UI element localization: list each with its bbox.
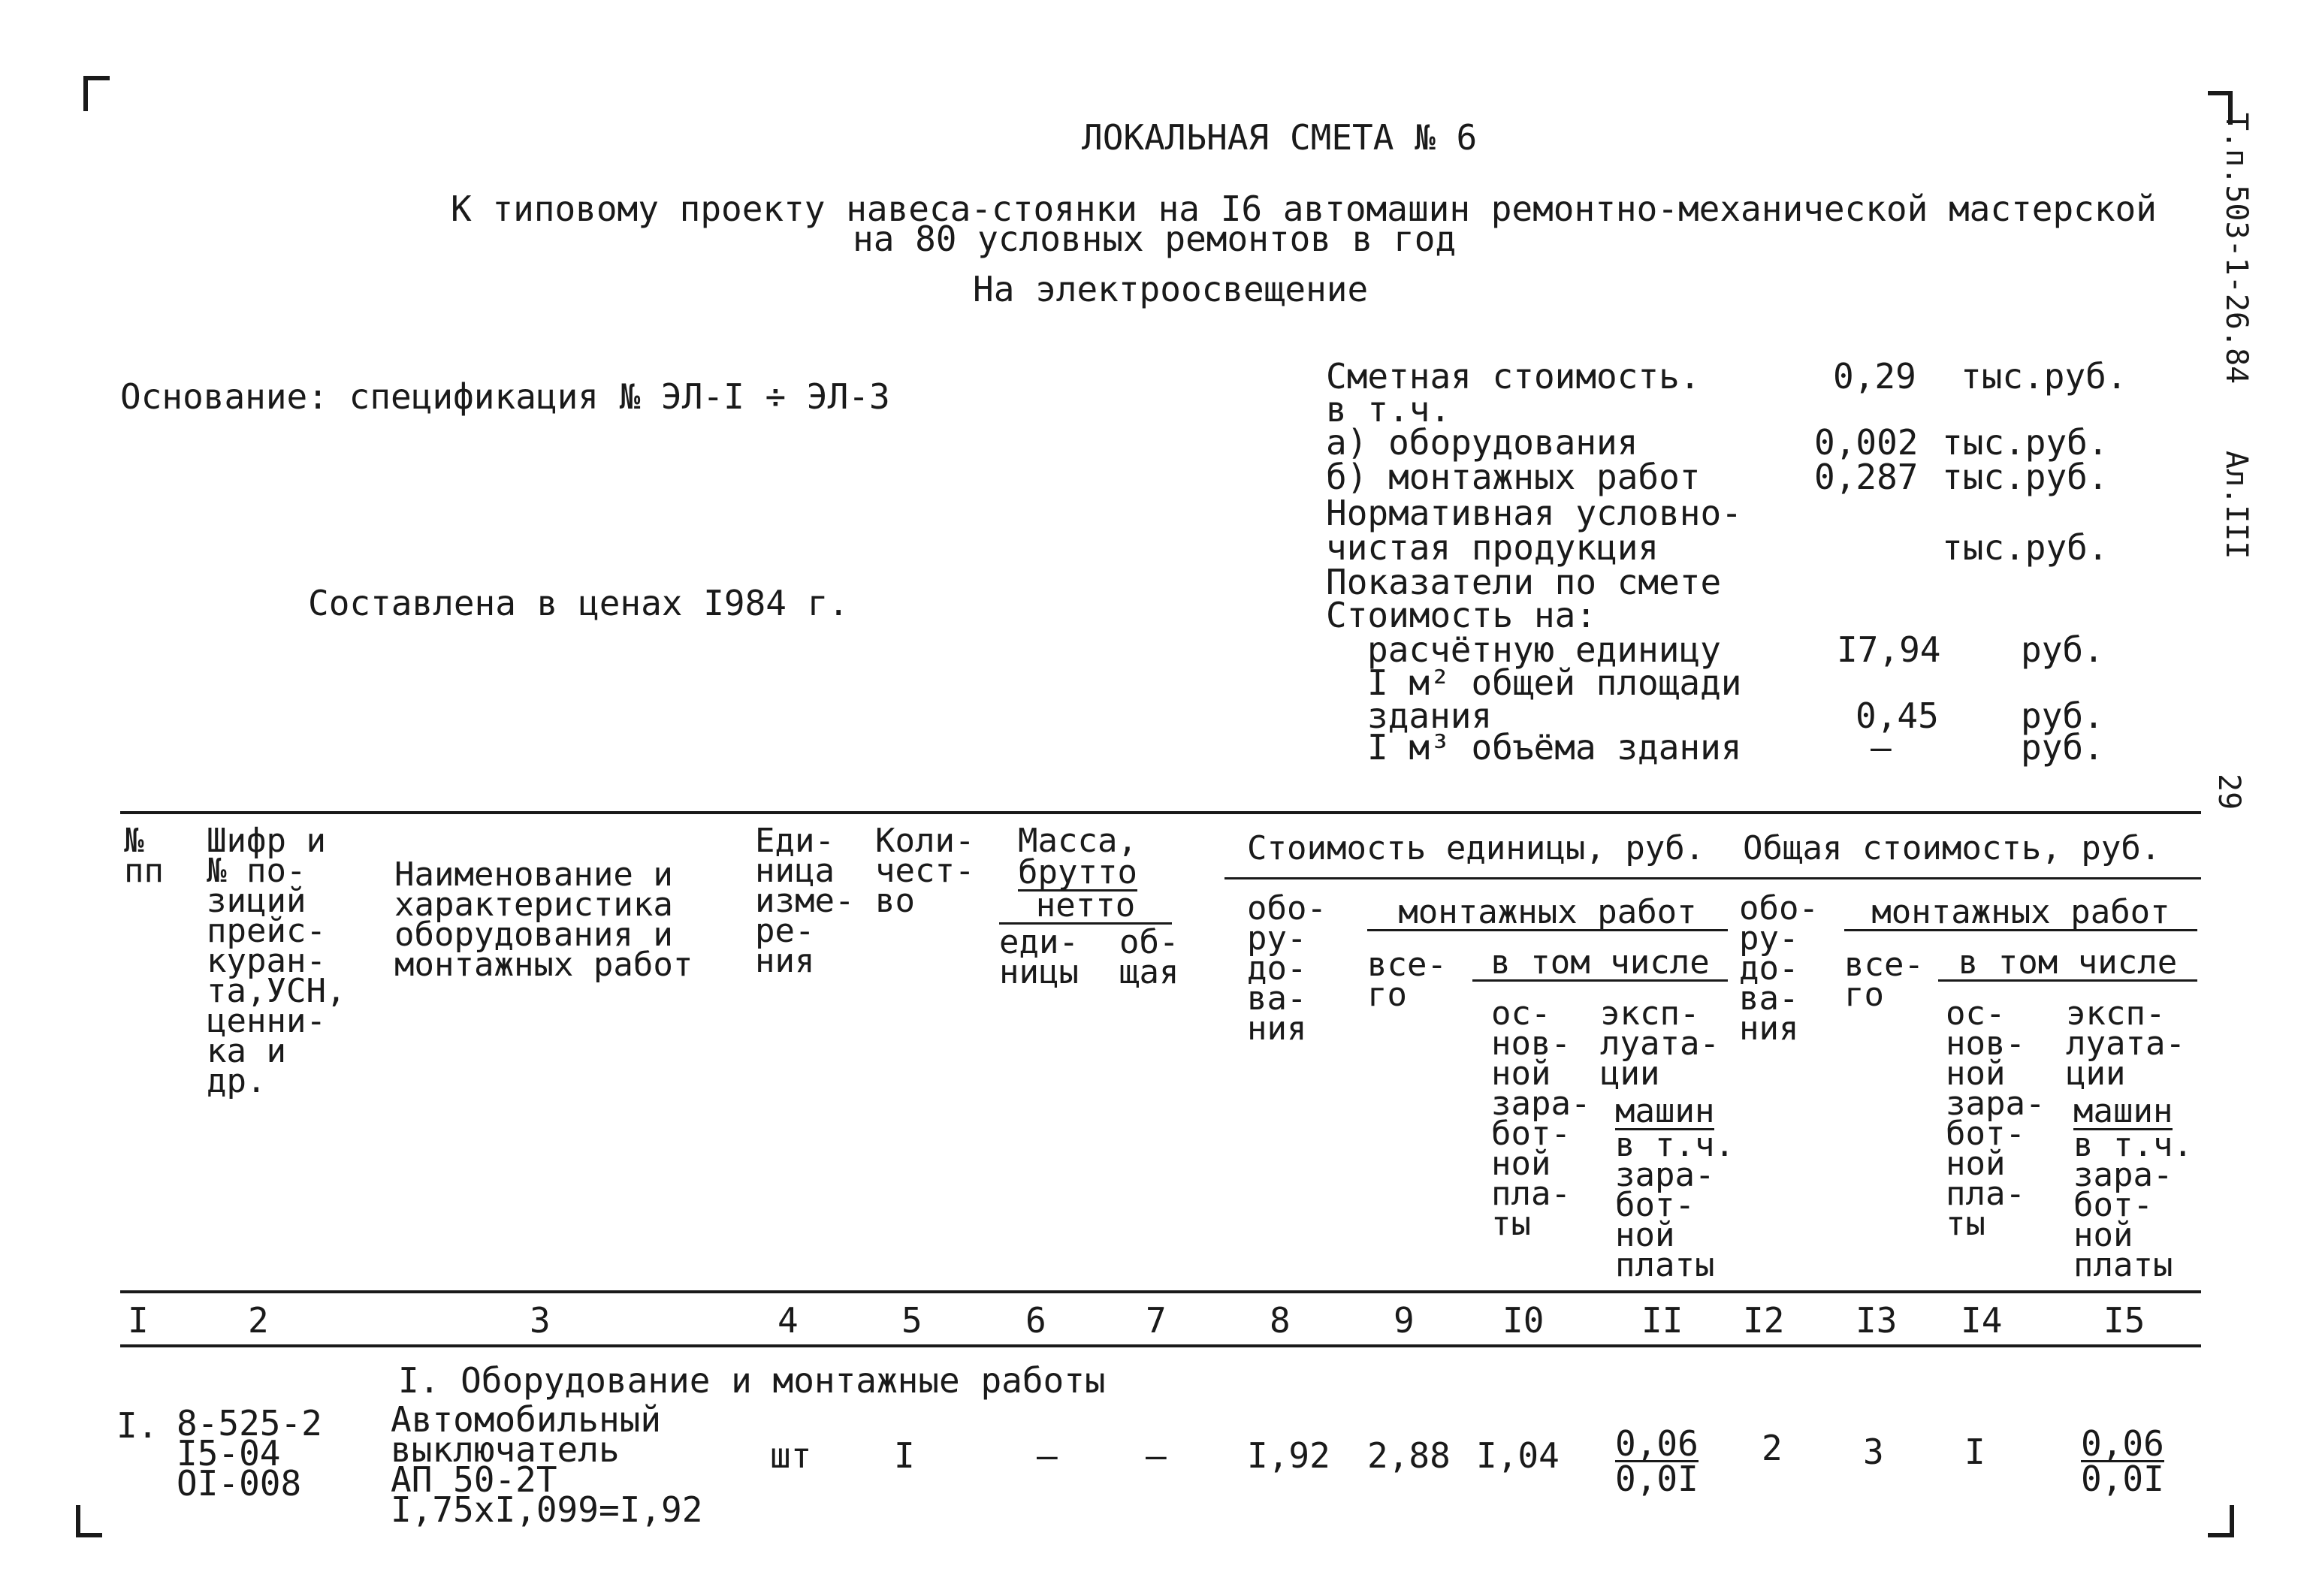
row-code: 8-525-2 I5-04 OI-008 [177, 1403, 322, 1504]
header-mass-netto: нетто [999, 891, 1172, 925]
section-heading: I. Оборудование и монтажные работы [398, 1360, 1106, 1401]
row-num: I. [116, 1405, 159, 1446]
row-qty: I [894, 1435, 915, 1476]
area-unit: руб. [2021, 695, 2104, 736]
header-mount-total: монтажных работ [1844, 898, 2197, 931]
area-label-line2: здания [1367, 695, 1493, 736]
col-number-10: I0 [1502, 1300, 1545, 1341]
row-equip-unit-cost: I,92 [1247, 1435, 1330, 1476]
col-number-8: 8 [1270, 1300, 1291, 1341]
header-code: Шифр и № по- зиций прейс- куран- та,УСН, ценни- ка и др. [207, 822, 346, 1100]
header-total-cost: Общая стоимость, руб. [1743, 829, 2161, 867]
header-mass: Масса, [1018, 822, 1137, 860]
mounting-unit: тыс.руб. [1942, 457, 2109, 497]
row-mass-unit: – [1037, 1435, 1058, 1476]
header-base-total: ос- нов- ной зара- бот- ной пла- ты [1946, 994, 2046, 1243]
row-exploit-total-top: 0,06 [2081, 1423, 2164, 1464]
equipment-unit: тыс.руб. [1942, 422, 2109, 463]
col-number-11: II [1641, 1300, 1683, 1341]
sheet-label: Ал.III [2219, 451, 2254, 560]
header-all-unit: все- го [1367, 946, 1447, 1014]
row-exploit-unit-top: 0,06 [1615, 1423, 1699, 1464]
calc-unit-label: расчётную единицу [1367, 629, 1721, 670]
row-mount-total-exploit [2081, 1423, 2164, 1499]
mounting-value: 0,287 [1814, 457, 1919, 497]
col-number-4: 4 [778, 1300, 799, 1341]
header-mass-unit: еди- ницы [999, 923, 1079, 991]
cost-unit: тыс.руб. [1961, 356, 2127, 397]
calc-unit-value: I7,94 [1837, 629, 1941, 670]
cost-value: 0,29 [1833, 356, 1916, 397]
header-machines-unit: машин [1615, 1092, 1715, 1130]
subtitle-line1: К типовому проекту навеса-стоянки на I6 автомашин ремонтно-механической мастерской [451, 189, 2157, 229]
header-base-unit: ос- нов- ной зара- бот- ной пла- ты [1491, 994, 1591, 1243]
col-number-7: 7 [1146, 1300, 1167, 1341]
header-equip-unit: обо- ру- до- ва- ния [1247, 889, 1327, 1048]
row-mount-unit-total: 2,88 [1367, 1435, 1451, 1476]
row-unit: шт [770, 1435, 812, 1476]
col-number-1: I [128, 1300, 149, 1341]
col-number-6: 6 [1025, 1300, 1046, 1341]
col-number-13: I3 [1856, 1300, 1898, 1341]
row-mount-unit-exploit [1615, 1423, 1699, 1499]
including-label: в т.ч. [1326, 389, 1451, 430]
mounting-label: б) монтажных работ [1326, 457, 1701, 497]
header-qty: Коли- чест- во [875, 822, 975, 920]
normative-unit: тыс.руб. [1942, 527, 2109, 568]
row-mass-total: – [1146, 1435, 1167, 1476]
equipment-label: а) оборудования [1326, 422, 1638, 463]
margin-code: Т.п.503-1-26.84 [2219, 113, 2254, 385]
header-incl-total: в том числе [1938, 948, 2197, 982]
document-title: ЛОКАЛЬНАЯ СМЕТА № 6 [1082, 117, 1478, 158]
equipment-value: 0,002 [1814, 422, 1919, 463]
calc-unit-unit: руб. [2021, 629, 2104, 670]
header-all-total: все- го [1844, 946, 1924, 1014]
header-exploit-total: эксп- луата- ции [2066, 994, 2185, 1093]
row-mount-unit-base: I,04 [1476, 1435, 1560, 1476]
col-number-3: 3 [530, 1300, 551, 1341]
corner-mark-bottom-right [2205, 1502, 2235, 1540]
header-machines-total: машин [2073, 1092, 2173, 1130]
normative-line2: чистая продукция [1326, 527, 1659, 568]
header-mount-unit: монтажных работ [1367, 898, 1728, 931]
col-number-9: 9 [1394, 1300, 1415, 1341]
header-incl-unit: в том числе [1472, 948, 1728, 982]
volume-label: I м³ объёма здания [1367, 727, 1742, 768]
col-number-5: 5 [901, 1300, 922, 1341]
header-unit-cost: Стоимость единицы, руб. [1247, 829, 1705, 867]
row-equip-total: 2 [1762, 1428, 1783, 1468]
col-number-12: I2 [1743, 1300, 1785, 1341]
col-number-14: I4 [1961, 1300, 2003, 1341]
header-exploit2-total: в т.ч. зара- бот- ной платы [2073, 1126, 2193, 1284]
header-mass-brutto: брутто [1018, 853, 1137, 892]
row-exploit-total-bottom: 0,0I [2081, 1459, 2164, 1499]
normative-line1: Нормативная условно- [1326, 493, 1742, 533]
row-name: Автомобильный выключатель АП 50-2Т I,75хI,099=I,92 [391, 1399, 703, 1530]
volume-value: – [1871, 727, 1892, 768]
header-bottom-rule [120, 1290, 2201, 1293]
row-mount-total-base: I [1964, 1432, 1985, 1472]
header-name: Наименование и характеристика оборудования и монтажных работ [394, 855, 693, 984]
row-exploit-unit-bottom: 0,0I [1615, 1459, 1699, 1499]
header-mass-total: об- щая [1119, 923, 1179, 991]
area-label-line1: I м² общей площади [1367, 662, 1742, 703]
col-numbers-bottom-rule [120, 1344, 2201, 1347]
corner-mark-bottom-left [75, 1502, 105, 1540]
col-number-15: I5 [2103, 1300, 2145, 1341]
col-number-2: 2 [248, 1300, 269, 1341]
basis-text: Основание: спецификация № ЭЛ-I ÷ ЭЛ-3 [120, 376, 890, 417]
prices-year: Составлена в ценах I984 г. [308, 583, 850, 623]
header-exploit2-unit: в т.ч. зара- бот- ной платы [1615, 1126, 1735, 1284]
header-unit: Еди- ница изме- ре- ния [755, 822, 855, 980]
corner-mark-top-left [83, 75, 113, 113]
header-equip-total: обо- ру- до- ва- ния [1739, 889, 1819, 1048]
subtitle-line2: на 80 условных ремонтов в год [853, 219, 1457, 259]
cost-label: Сметная стоимость. [1326, 356, 1701, 397]
indicators-label: Показатели по смете [1326, 562, 1722, 602]
table-top-rule [120, 811, 2201, 814]
header-num: № пп [124, 822, 164, 890]
area-value: 0,45 [1856, 695, 1939, 736]
row-mount-total-all: 3 [1863, 1432, 1884, 1472]
cost-subheader-rule [1224, 877, 2201, 879]
volume-unit: руб. [2021, 727, 2104, 768]
cost-per-label: Стоимость на: [1326, 595, 1597, 635]
page-number: 29 [2212, 774, 2246, 810]
subtitle-line3: На электроосвещение [973, 269, 1369, 309]
header-exploit-unit: эксп- луата- ции [1600, 994, 1720, 1093]
